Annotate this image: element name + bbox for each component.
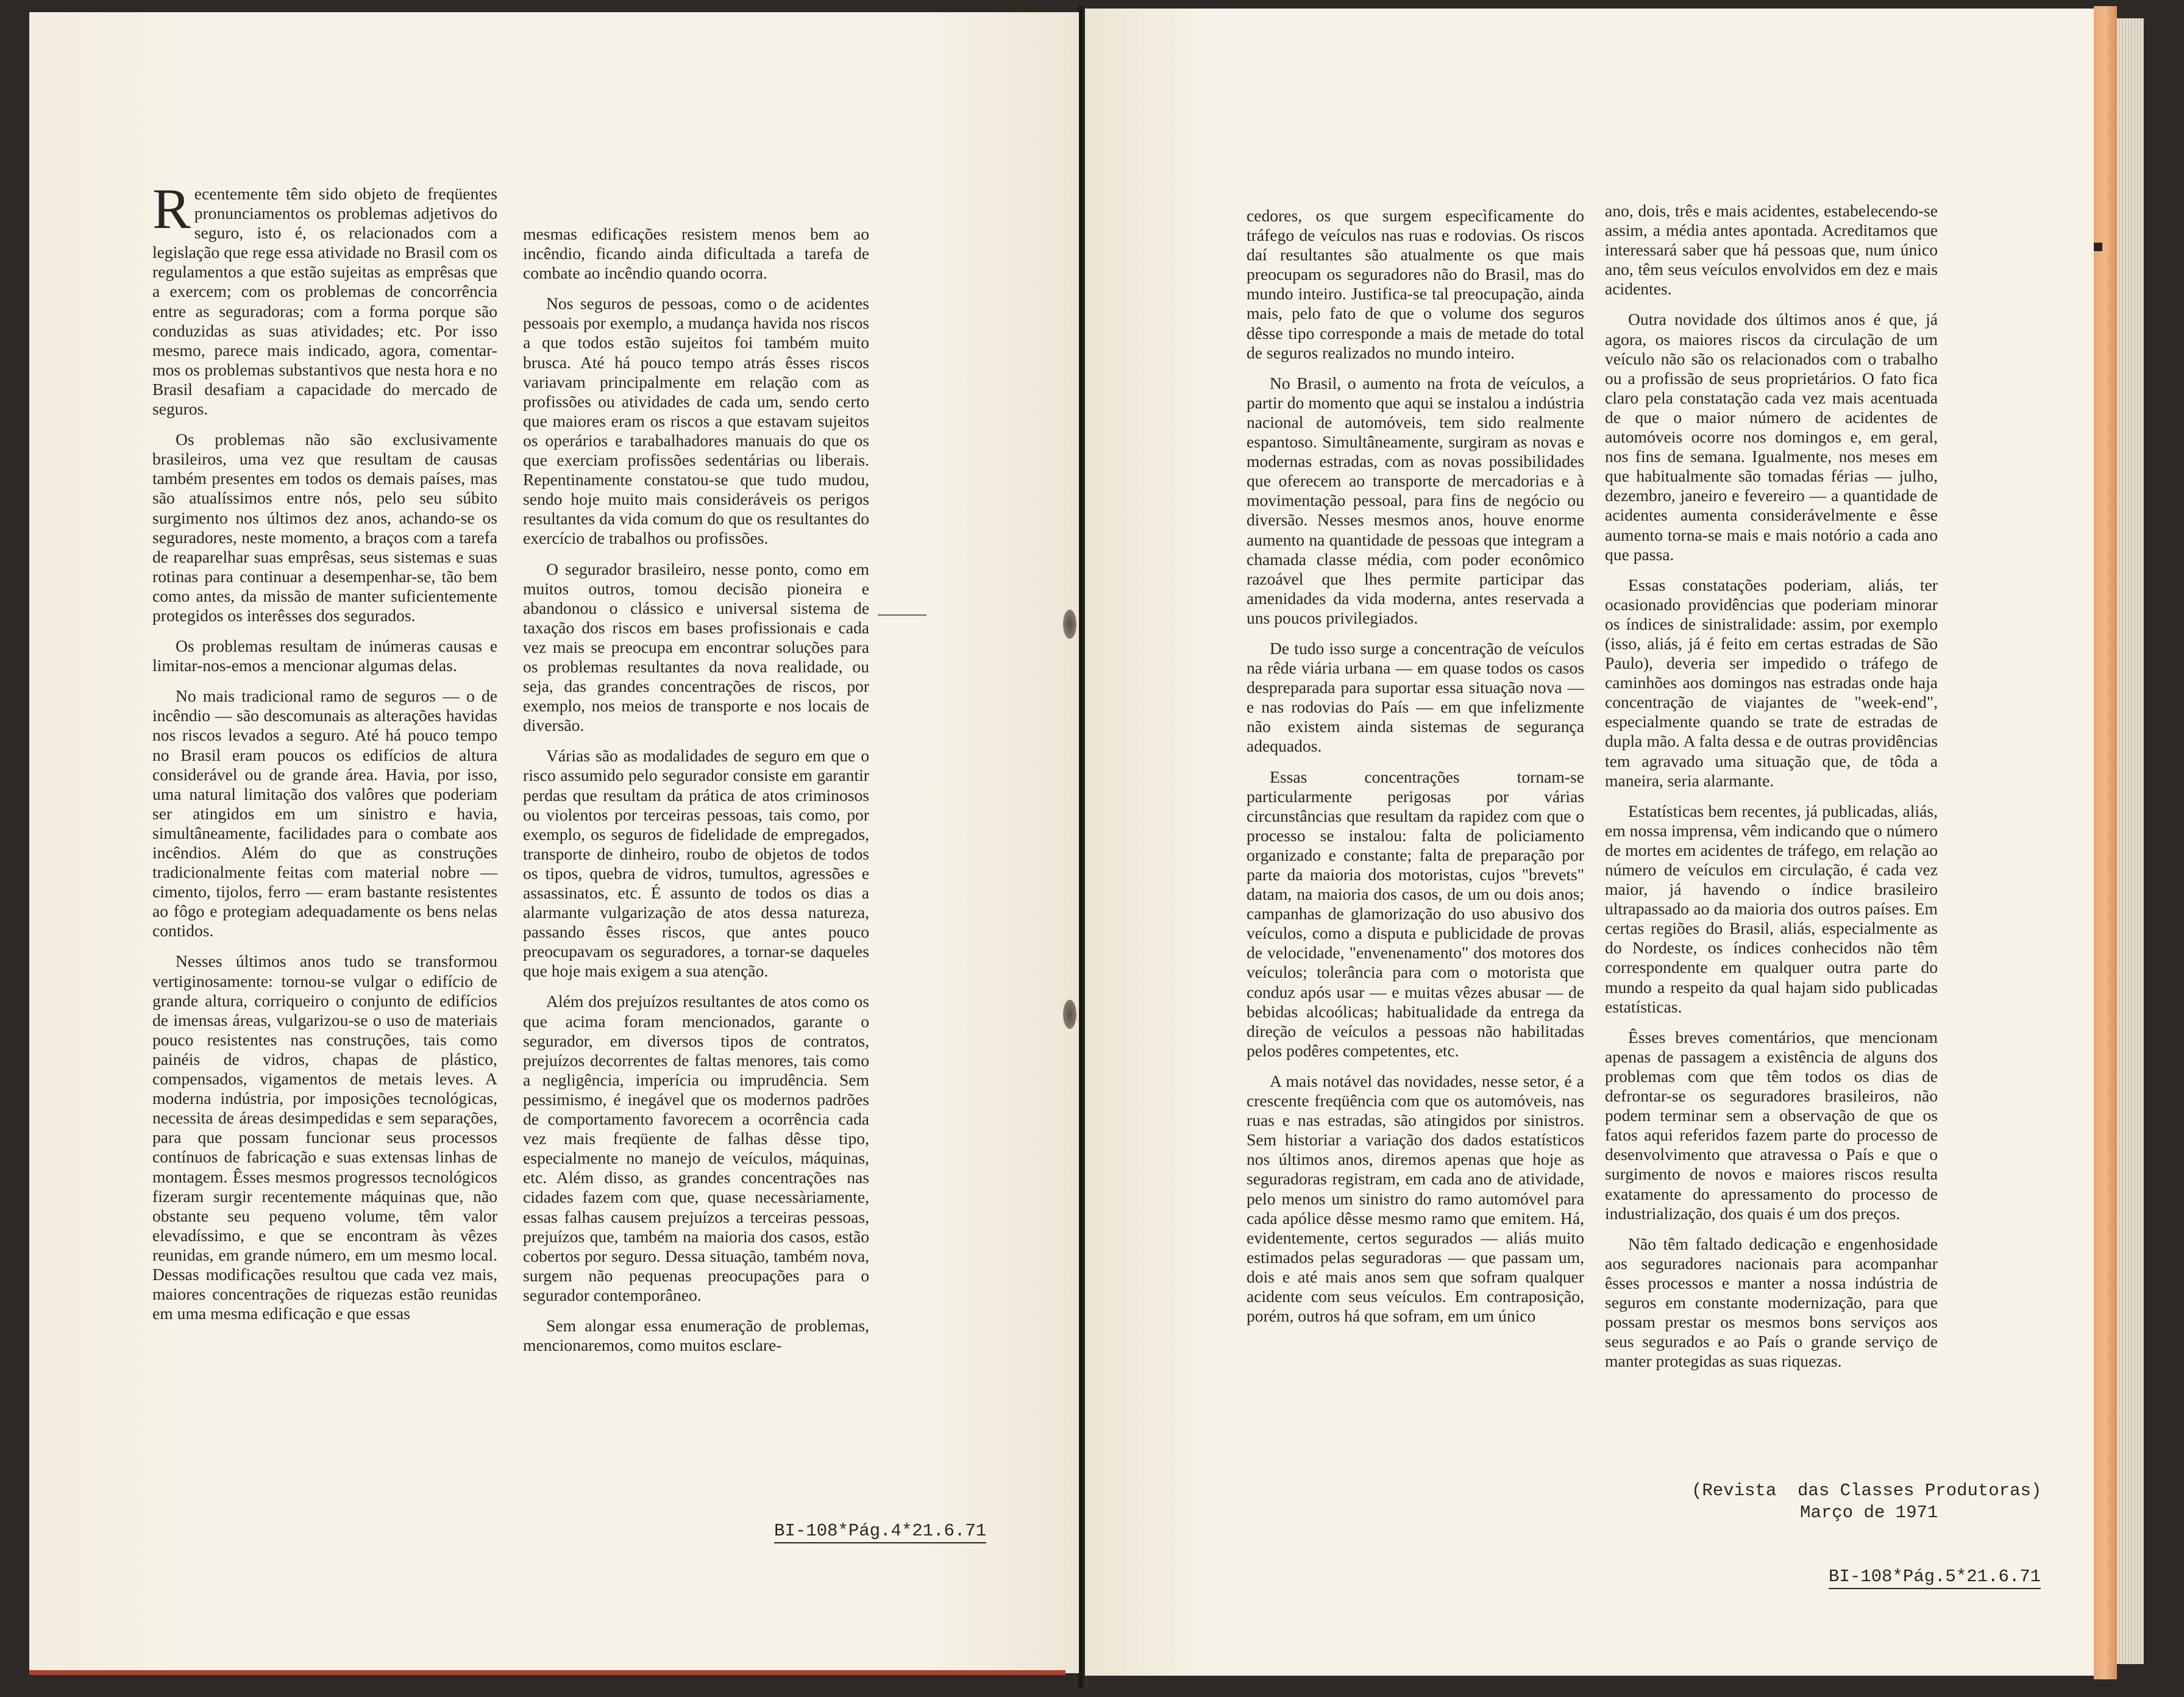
page-mark	[2094, 243, 2102, 251]
page-footer-right: BI-108*Pág.5*21.6.71	[1829, 1567, 2041, 1587]
right-page	[1085, 9, 2094, 1676]
stray-mark	[878, 614, 927, 616]
paragraph: Sem alongar essa enumeração de problemas, mencionaremos, como muitos esclare-	[523, 1315, 869, 1355]
paragraph: No Brasil, o aumento na frota de veículos, a partir do momento que aqui se instalou a indústria nacional de automóveis, tem sido realmente espantoso. Simultâneamente, surgiram as novas e modernas estradas, com as novas possibilidades que oferecem ao transporte de mercadorias e à movimentação pessoal, para fins de negócio ou diversão. Nesses mesmos anos, houve enorme aumento na quantidade de pessoas que integram a chamada classe média, com poder econômico razoável que lhes permite participar das amenidades da vida moderna, antes reservada a uns poucos privilegiados.	[1247, 373, 1584, 627]
paragraph: O segurador brasileiro, nesse ponto, como em muitos outros, tomou decisão pioneira e abandonou o clássico e universal sistema de taxação dos riscos em bases profissionais e cada vez mais se preocupa em encontrar soluções para os problemas resultantes da nova realidade, ou seja, das grandes concentrações de riscos, por exemplo, nos meios de transporte e nos locais de diversão.	[523, 559, 869, 735]
paragraph: ano, dois, três e mais acidentes, estabelecendo-se assim, a média antes apontada. Acreditamos que interessará saber que há pessoas que, num único ano, têm seus veículos envolvidos em dez e mais acidentes.	[1605, 201, 1938, 299]
paragraph: Os problemas resultam de inúmeras causas e limitar-nos-emos a mencionar algumas delas.	[152, 636, 497, 675]
paragraph: Outra novidade dos últimos anos é que, já agora, os maiores riscos da circulação de um veículo não são os relacionados com o trabalho ou a profissão de seus proprietários. O fato fica claro pela constatação cada vez mais acentuada de que o maior número de acidentes de automóveis ocorre nos domingos e, em geral, nos fins de semana. Igualmente, nos meses em que habitualmente são tomadas férias — julho, dezembro, janeiro e fevereiro — a quantidade de acidentes aumenta considerávelmente e êsse aumento torna-se mais e mais notório a cada ano que passa.	[1605, 310, 1938, 564]
page-footer-left: BI-108*Pág.4*21.6.71	[774, 1521, 987, 1541]
drop-cap: R	[152, 177, 191, 241]
paragraph: Nos seguros de pessoas, como o de acidentes pessoais por exemplo, a mudança havida nos riscos a que todos estão sujeitos foi também muito brusca. Até há pouco tempo atrás êsses riscos variavam principalmente em relação com as profissões ou atividades de cada um, sendo certo que maiores eram os riscos a que estavam sujeitos os operários e tarabalhadores manuais do que os que exerciam profissões sedentárias ou liberais. Repentinamente constatou-se que tudo mudou, sendo hoje muito mais consideráveis os perigos resultantes da vida comum do que os resultantes do exercício de trabalhos ou profissões.	[523, 294, 869, 548]
page-edges-stack	[2117, 18, 2144, 1664]
article-column-2	[523, 224, 869, 1355]
paragraph: Êsses breves comentários, que mencionam apenas de passagem a existência de alguns dos problemas com que têm todos os dias de defrontar-se os seguradores brasileiros, não podem terminar sem a observação de que os fatos aqui referidos fazem parte do processo de desenvolvimento que atravessa o País e que o surgimento de novos e maiores riscos resulta exatamente do apressamento do processo de industrialização, dos quais é um dos preços.	[1605, 1027, 1938, 1223]
paragraph: Além dos prejuízos resultantes de atos como os que acima foram mencionados, garante o segurador, em diversos tipos de contratos, prejuízos decorrentes de faltas menores, tais como a negligência, imperícia ou imprudência. Sem pessimismo, é inegável que os modernos padrões de comportamento favorecem a ocorrência cada vez mais freqüente de falhas dêsse tipo, especialmente no manejo de veículos, máquinas, etc. Além disso, as grandes concentrações nas cidades fazem com que, quase necessàriamente, essas falhas causem prejuízos a terceiras pessoas, prejuízos que, também na maioria dos casos, estão cobertos por seguro. Dessa situação, também nova, surgem não pequenas preocupações para o segurador contemporâneo.	[523, 992, 869, 1304]
source-citation	[1691, 1480, 2041, 1524]
paragraph: cedores, os que surgem especìficamente do tráfego de veículos nas ruas e rodovias. Os riscos daí resultantes são atualmente os que mais preocupam os seguradores não do Brasil, mas do mundo inteiro. Justifica-se tal preocupação, ainda mais, pelo fato de que o volume dos seguros dêsse tipo corresponde a mais de metade do total de seguros realizados no mundo inteiro.	[1247, 206, 1584, 362]
source-publication: (Revista das Classes Produtoras)	[1691, 1481, 2042, 1501]
paragraph: Os problemas não são exclusivamente brasileiros, uma vez que resultam de causas também presentes em todos os demais países, mas são atualíssimos entre nós, pelo seu súbito surgimento nos últimos dez anos, achando-se os seguradores, neste momento, a braços com a tarefa de reaparelhar suas emprêsas, seus sistemas e suas rotinas para continuar a desempenhar-se, tão bem como antes, da missão de manter suficientemente protegidos os interêsses dos segurados.	[152, 430, 497, 625]
paragraph-text: ecentemente têm sido objeto de freqüentes pronunciamentos os problemas adjetivos do seguro, isto é, os relacionados com a legislação que rege essa atividade no Brasil com os regulamentos a que estão sujeitas as emprêsas que a exercem; com os problemas de concorrência entre as seguradoras; com a forma porque são conduzidas as suas atividades; etc. Por isso mesmo, parece mais indicado, agora, comentar-mos os problemas substantivos que nesta hora e no Brasil desafiam a capacidade do mercado de seguros.	[152, 184, 497, 419]
article-column-3	[1247, 206, 1584, 1326]
page-edge-orange	[2094, 6, 2117, 1679]
paragraph: mesmas edificações resistem menos bem ao incêndio, ficando ainda dificultada a tarefa de combate ao incêndio quando ocorra.	[523, 224, 869, 283]
red-cover-edge	[29, 1670, 1065, 1675]
paragraph: A mais notável das novidades, nesse setor, é a crescente freqüência com que os automóveis, nas ruas e nas estradas, são atingidos por sinistros. Sem historiar a variação dos dados estatísticos nos últimos anos, diremos apenas que hoje as seguradoras registram, em cada ano de atividade, pelo menos um sinistro do ramo automóvel para cada apólice dêsse mesmo ramo que emitem. Há, evidentemente, certos segurados — aliás muito estimados pelas seguradoras — que passam um, dois e até mais anos sem que sofram qualquer acidente com seus veículos. Em contraposição, porém, outros há que sofram, em um único	[1247, 1071, 1584, 1326]
paragraph: Nesses últimos anos tudo se transformou vertiginosamente: tornou-se vulgar o edifício de grande altura, corriqueiro o conjunto de edifícios de imensas áreas, vulgarizou-se o uso de materiais pouco resistentes nas construções, tais como painéis de vidros, chapas de plástico, compensados, vigamentos de metais leves. A moderna indústria, por imposições tecnológicas, necessita de áreas desimpedidas e sem separações, para que possam funcionar seus processos contínuos de fabricação e suas extensas linhas de montagem. Êsses mesmos progressos tecnológicos fizeram surgir recentemente máquinas que, não obstante seu pequeno volume, têm valor elevadíssimo, e que se encontram às vêzes reunidas, em grande número, em um mesmo local. Dessas modificações resultou que cada vez mais, maiores concentrações de riquezas estão reunidas em uma mesma edificação e que essas	[152, 952, 497, 1323]
paragraph	[152, 177, 497, 419]
paragraph: Essas constatações poderiam, aliás, ter ocasionado providências que poderiam minorar os índices de sinistralidade: assim, por exemplo (isso, aliás, já é feito em certas estradas de São Paulo), deveria ser impedido o tráfego de caminhões aos domingos nas estradas onde haja concentração de viajantes de "week-end", especialmente quando se trate de estradas de dupla mão. A falta dessa e de outras providências tem agravado uma situação que, de tôda a maneira, seria alarmante.	[1605, 575, 1938, 790]
paragraph: De tudo isso surge a concentração de veículos na rêde viária urbana — em quase todos os casos despreparada para suportar essa situação nova — e nas rodovias do País — em que infelizmente não existem ainda sistemas de segurança adequados.	[1247, 638, 1584, 756]
binding-hole	[1063, 610, 1076, 639]
paragraph: Não têm faltado dedicação e engenhosidade aos seguradores nacionais para acompanhar êsses processos e manter a nossa indústria de seguros em constante modernização, para que possam prestar os mesmos bons serviços aos seus segurados e ao País o grande serviço de manter protegidas as suas riquezas.	[1605, 1234, 1938, 1371]
article-column-1	[152, 177, 497, 1323]
paragraph: No mais tradicional ramo de seguros — o de incêndio — são descomunais as alterações havidas nos riscos levados a seguro. Até há pouco tempo no Brasil eram poucos os edifícios de altura considerável ou de grande área. Havia, por isso, uma natural limitação dos valôres que poderiam ser atingidos em um sinistro e havia, simultâneamente, facilidades para o combate aos incêndios. Além do que as construções tradicionalmente feitas com material nobre — cimento, tijolos, ferro — eram bastante resistentes ao fôgo e protegiam adequadamente os bens nelas contidos.	[152, 686, 497, 941]
source-date: Março de 1971	[1800, 1503, 1938, 1523]
binding-hole	[1063, 1000, 1076, 1029]
paragraph: Essas concentrações tornam-se particularmente perigosas por várias circunstâncias que resultam da rapidez com que o processo se instalou: falta de policiamento organizado e constante; falta de preparação por parte da maioria dos motoristas, cujos "brevets" datam, na maioria dos casos, de um ou dois anos; campanhas de glamorização do uso abusivo dos veículos, como a disputa e publicidade de provas de velocidade, "envenenamento" dos motores dos veículos; tolerância para com o motorista que conduz após usar — e muitas vêzes abusar — de bebidas alcoólicas; habitualidade da entrega da direção de veículos a pessoas não habilitadas pelos podêres competentes, etc.	[1247, 767, 1584, 1060]
article-column-4	[1605, 201, 1938, 1371]
paragraph: Várias são as modalidades de seguro em que o risco assumido pelo segurador consiste em garantir perdas que resultam da prática de atos criminosos ou violentos por terceiras pessoas, tais como, por exemplo, os seguros de fidelidade de empregados, transporte de dinheiro, roubo de objetos de todos os tipos, quebra de vidros, tumultos, agressões e assassinatos, etc. É assunto de todos os dias a alarmante vulgarização de atos dessa natureza, passando êsses riscos, que antes pouco preocupavam os seguradores, a tornar-se daqueles que hoje mais exigem a sua atenção.	[523, 746, 869, 981]
paragraph: Estatísticas bem recentes, já publicadas, aliás, em nossa imprensa, vêm indicando que o número de mortes em acidentes de tráfego, em relação ao número de veículos em circulação, é cada vez maior, já havendo o índice brasileiro ultrapassado ao da maioria dos outros países. Em certas regiões do Brasil, aliás, especialmente as do Nordeste, os índices conhecidos não têm correspondente em qualquer outra parte do mundo a respeito da qual hajam sido publicadas estatísticas.	[1605, 801, 1938, 1016]
